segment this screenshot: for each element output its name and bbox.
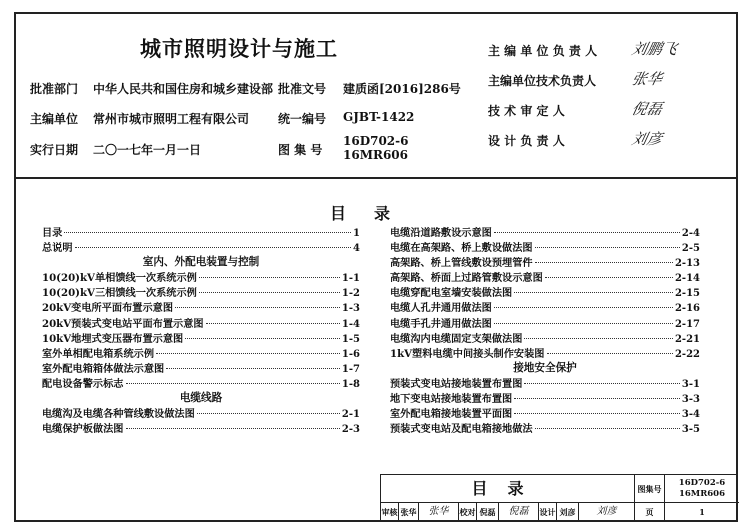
toc-entry[interactable]: [42, 375, 360, 390]
toc-section-heading: 室内、外配电装置与控制: [142, 256, 260, 269]
atlas-no-label: 图 集 号: [278, 143, 323, 157]
toc-entry-title: 电缆沟及电缆各种管线敷设做法图: [42, 408, 195, 421]
toc-entry-page: 2-21: [674, 333, 700, 345]
toc-entry-page: 3-1: [681, 378, 700, 390]
toc-entry-title: 电缆手孔井通用做法图: [390, 317, 492, 330]
toc-entry-title: 电缆在高架路、桥上敷设做法图: [390, 242, 533, 255]
toc-entry-page: 4: [353, 243, 360, 255]
toc-leader-dots: [494, 323, 673, 324]
toc-leader-dots: [514, 292, 673, 293]
toc-leader-dots: [64, 232, 351, 233]
toc-leader-dots: [197, 413, 340, 414]
toc-entry[interactable]: [390, 420, 700, 435]
signatory-label: 设 计 负 责 人: [488, 134, 565, 148]
review-name: 张华: [399, 503, 419, 521]
toc-entry-page: 2-15: [674, 288, 700, 300]
toc-entry-title: 电缆保护板做法图: [42, 423, 124, 436]
atlas-value-2: 16MR606: [678, 489, 726, 499]
toc-entry[interactable]: [42, 224, 360, 239]
toc-entry-page: 2-17: [674, 318, 700, 330]
toc-entry[interactable]: [42, 315, 360, 330]
toc-entry-title: 电缆人孔井通用做法图: [390, 302, 492, 315]
check-label: 校对: [459, 503, 477, 521]
signature: 倪磊: [629, 100, 664, 118]
unified-no-label: 统一编号: [278, 112, 327, 126]
toc-title: 目录: [330, 204, 419, 223]
title-block-signoff-row: [381, 503, 739, 521]
toc-leader-dots: [166, 368, 340, 369]
toc-entry-page: 3-4: [681, 409, 700, 421]
toc-leader-dots: [494, 307, 673, 308]
toc-entry-page: 1-6: [341, 348, 360, 360]
toc-leader-dots: [545, 277, 673, 278]
toc-leader-dots: [524, 383, 679, 384]
toc-leader-dots: [514, 413, 680, 414]
toc-entry[interactable]: [42, 299, 360, 314]
page-number: 1: [699, 507, 705, 517]
toc-right-column: [390, 224, 700, 435]
toc-entry-page: 1-1: [341, 273, 360, 285]
editor-unit-value: 常州市城市照明工程有限公司: [93, 112, 250, 126]
toc-entry[interactable]: [390, 405, 700, 420]
toc-entry-page: 1-5: [341, 333, 360, 345]
toc-entry-title: 1kV塑料电缆中间接头制作安装图: [390, 347, 545, 360]
toc-entry-title: 高架路、桥上管线敷设预埋管件: [390, 257, 533, 270]
approval-doc-value: 建质函[2016]286号: [343, 82, 461, 96]
toc-entry-title: 电缆沿道路敷设示意图: [390, 227, 492, 239]
toc-entry-title: 电缆穿配电室墙安装做法图: [390, 287, 513, 300]
toc-leader-dots: [535, 247, 680, 248]
design-label: 设计: [539, 503, 557, 521]
toc-entry-page: 2-1: [341, 409, 360, 421]
signatory-label: 技 术 审 定 人: [488, 104, 565, 118]
signature: 刘彦: [629, 130, 664, 148]
toc-leader-dots: [494, 232, 680, 233]
editor-unit-label: 主编单位: [30, 112, 79, 126]
unified-no-value: GJBT-1422: [343, 110, 415, 124]
check-name: 倪磊: [477, 503, 499, 521]
toc-leader-dots: [199, 292, 340, 293]
toc-entry-page: 2-3: [341, 424, 360, 436]
toc-entry[interactable]: [42, 269, 360, 284]
toc-entry[interactable]: [390, 254, 700, 269]
atlas-value-1: 16D702-6: [678, 478, 726, 488]
atlas-title: 城市照明设计与施工: [140, 37, 338, 61]
toc-entry-page: 2-13: [674, 258, 700, 270]
toc-leader-dots: [524, 338, 673, 339]
toc-leader-dots: [126, 383, 340, 384]
toc-leader-dots: [175, 307, 340, 308]
toc-section-heading: 电缆线路: [179, 392, 223, 405]
toc-entry-page: 1-8: [341, 378, 360, 390]
toc-entry[interactable]: [42, 345, 360, 360]
toc-entry-page: 2-5: [681, 243, 700, 255]
toc-entry-title: 预装式变电站接地装置布置图: [390, 377, 523, 390]
toc-leader-dots: [206, 323, 340, 324]
toc-entry[interactable]: [42, 405, 360, 420]
toc-entry[interactable]: [390, 390, 700, 405]
design-name: 刘彦: [557, 503, 579, 521]
toc-entry[interactable]: [390, 269, 700, 284]
toc-entry[interactable]: [390, 345, 700, 360]
toc-left-column: [42, 224, 360, 435]
effective-date-label: 实行日期: [30, 143, 79, 157]
toc-entry-title: 10(20)kV单相馈线一次系统示例: [42, 272, 197, 285]
toc-entry-title: 电缆沟内电缆固定支架做法图: [390, 332, 523, 345]
toc-entry-title: 配电设备警示标志: [42, 377, 124, 390]
review-label: 审核: [381, 503, 399, 521]
toc-entry-title: 10kV地埋式变压器布置示意图: [42, 332, 184, 345]
design-signature: 刘彦: [579, 503, 635, 521]
page-label: 页: [635, 503, 665, 521]
toc-leader-dots: [535, 262, 673, 263]
toc-entry-page: 2-14: [674, 273, 700, 285]
toc-entry[interactable]: [42, 330, 360, 345]
sheet-name: 目录: [381, 475, 635, 503]
toc-entry-page: 3-5: [681, 424, 700, 436]
toc-entry-title: 地下变电站接地装置布置图: [390, 393, 513, 406]
signatory-label: 主 编 单 位 负 责 人: [488, 44, 598, 58]
toc-entry-page: 1-3: [341, 303, 360, 315]
toc-entry-title: 总说明: [42, 242, 73, 255]
review-signature: 张华: [419, 503, 459, 521]
toc-entry-page: 1-2: [341, 288, 360, 300]
title-block: [380, 474, 738, 522]
toc-leader-dots: [185, 338, 340, 339]
atlas-label: 图集号: [635, 475, 665, 503]
atlas-no-value-2: 16MR606: [343, 148, 409, 162]
toc-entry-page: 1-4: [341, 318, 360, 330]
toc-entry-page: 2-22: [674, 348, 700, 360]
toc-entry-title: 10(20)kV三相馈线一次系统示例: [42, 287, 197, 300]
toc-entry-title: 室外单相配电箱系统示例: [42, 347, 155, 360]
toc-entry-title: 20kV预装式变电站平面布置示意图: [42, 317, 204, 330]
effective-date-value: 二〇一七年一月一日: [93, 143, 202, 157]
toc-entry-title: 室外配电箱箱体做法示意图: [42, 362, 165, 375]
toc-entry[interactable]: [390, 284, 700, 299]
toc-leader-dots: [535, 428, 680, 429]
toc-leader-dots: [547, 353, 673, 354]
toc-entry-title: 目录: [42, 227, 63, 239]
toc-entry-page: 1: [353, 228, 360, 239]
signature: 张华: [629, 70, 664, 88]
toc-entry[interactable]: [390, 315, 700, 330]
atlas-value: [665, 475, 739, 503]
toc-entry-page: 2-4: [681, 228, 700, 239]
toc-entry[interactable]: [42, 420, 360, 435]
toc-leader-dots: [514, 398, 680, 399]
toc-entry-title: 高架路、桥面上过路管敷设示意图: [390, 272, 543, 285]
toc-entry-page: 3-3: [681, 394, 700, 406]
toc-entry[interactable]: [390, 299, 700, 314]
toc-entry-title: 20kV变电所平面布置示意图: [42, 302, 174, 315]
toc-entry[interactable]: [390, 330, 700, 345]
toc-entry[interactable]: [42, 360, 360, 375]
toc-entry-title: 室外配电箱接地装置平面图: [390, 408, 513, 421]
signatory-label: 主编单位技术负责人: [488, 74, 597, 88]
approval-doc-label: 批准文号: [278, 82, 327, 96]
atlas-no-value-1: 16D702-6: [343, 134, 409, 148]
toc-entry[interactable]: [390, 375, 700, 390]
toc-section-heading: 接地安全保护: [513, 361, 577, 374]
toc-entry-page: 2-16: [674, 303, 700, 315]
toc-entry[interactable]: [390, 224, 700, 239]
toc-entry[interactable]: [42, 284, 360, 299]
signature: 刘鹏飞: [629, 40, 679, 58]
approval-dept-label: 批准部门: [30, 82, 79, 96]
toc-entry[interactable]: [42, 239, 360, 254]
toc-leader-dots: [75, 247, 351, 248]
check-signature: 倪磊: [499, 503, 539, 521]
toc-entry-title: 预装式变电站及配电箱接地做法: [390, 423, 533, 436]
approval-dept-value: 中华人民共和国住房和城乡建设部: [93, 82, 274, 96]
toc-entry[interactable]: [390, 239, 700, 254]
toc-leader-dots: [126, 428, 340, 429]
header-divider: [14, 177, 738, 179]
toc-leader-dots: [199, 277, 340, 278]
toc-entry-page: 1-7: [341, 363, 360, 375]
toc-leader-dots: [156, 353, 340, 354]
